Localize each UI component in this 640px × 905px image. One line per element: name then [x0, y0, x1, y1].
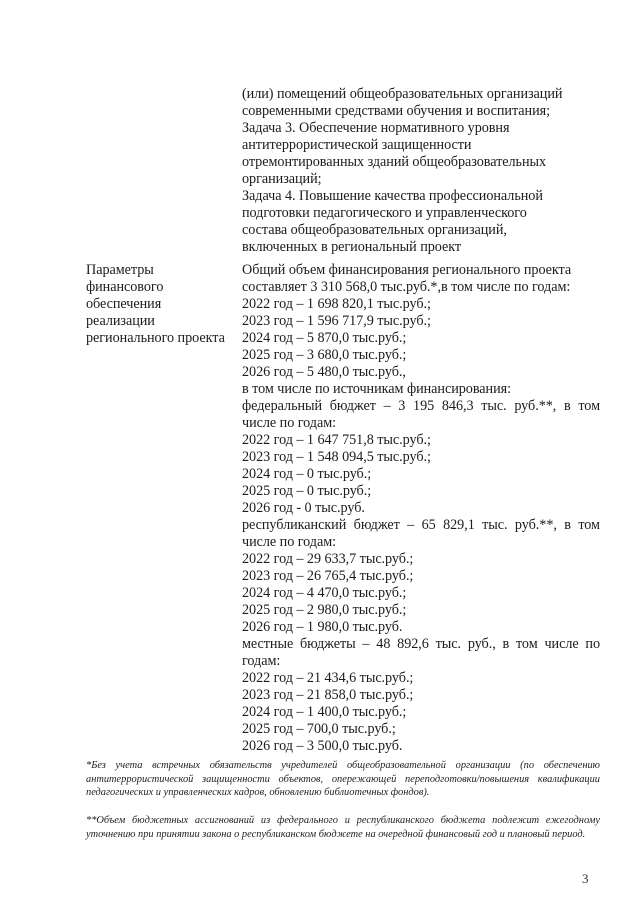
text-line: 2026 год – 5 480,0 тыс.руб., — [242, 364, 406, 380]
footnote-2: **Объем бюджетных ассигнований из федерального и республиканского бюджета подлежит ежегодному уточнению при принятии закона о республиканском бюджете на очередной финансовый год и плановый период. — [86, 815, 600, 840]
label-line: обеспечения — [86, 296, 162, 312]
text-line: составляет 3 310 568,0 тыс.руб.*,в том числе по годам: — [242, 279, 571, 295]
text-line: 2024 год – 1 400,0 тыс.руб.; — [242, 704, 407, 720]
text-line: 2025 год – 700,0 тыс.руб.; — [242, 721, 396, 737]
text-line: 2022 год – 21 434,6 тыс.руб.; — [242, 670, 414, 686]
text-line: 2023 год – 1 596 717,9 тыс.руб.; — [242, 313, 431, 329]
text-line: 2025 год – 3 680,0 тыс.руб.; — [242, 347, 407, 363]
label-line: финансового — [86, 279, 164, 295]
text-line: современными средствами обучения и воспитания; — [242, 103, 550, 119]
text-line: 2022 год – 29 633,7 тыс.руб.; — [242, 551, 414, 567]
text-line: 2026 год – 1 980,0 тыс.руб. — [242, 619, 403, 635]
text-line: Задача 3. Обеспечение нормативного уровня — [242, 120, 510, 136]
text-line: 2024 год – 4 470,0 тыс.руб.; — [242, 585, 407, 601]
text-line: 2023 год – 21 858,0 тыс.руб.; — [242, 687, 414, 703]
text-line: 2023 год – 26 765,4 тыс.руб.; — [242, 568, 414, 584]
text-line: включенных в региональный проект — [242, 239, 462, 255]
text-line: антитеррористической защищенности — [242, 137, 472, 153]
text-line: годам: — [242, 653, 281, 669]
text-line: 2023 год – 1 548 094,5 тыс.руб.; — [242, 449, 431, 465]
text-line: 2024 год – 5 870,0 тыс.руб.; — [242, 330, 407, 346]
text-line: республиканский бюджет – 65 829,1 тыс. руб.**, в том — [242, 517, 600, 533]
text-line: 2024 год – 0 тыс.руб.; — [242, 466, 372, 482]
text-line: организаций; — [242, 171, 322, 187]
text-line: (или) помещений общеобразовательных организаций — [242, 86, 563, 102]
text-line: 2022 год – 1 698 820,1 тыс.руб.; — [242, 296, 431, 312]
text-line: отремонтированных зданий общеобразовательных — [242, 154, 547, 170]
text-line: числе по годам: — [242, 534, 337, 550]
label-line: регионального проекта — [86, 330, 225, 346]
text-line: местные бюджеты – 48 892,6 тыс. руб., в том числе по — [242, 636, 600, 652]
text-line: 2026 год - 0 тыс.руб. — [242, 500, 365, 516]
text-line: подготовки педагогического и управленческого — [242, 205, 527, 221]
text-line: 2025 год – 0 тыс.руб.; — [242, 483, 372, 499]
text-line: федеральный бюджет – 3 195 846,3 тыс. руб.**, в том — [242, 398, 600, 414]
text-line: числе по годам: — [242, 415, 337, 431]
text-line: состава общеобразовательных организаций, — [242, 222, 507, 238]
text-line: Общий объем финансирования регионального проекта — [242, 262, 572, 278]
label-line: реализации — [86, 313, 155, 329]
text-line: 2025 год – 2 980,0 тыс.руб.; — [242, 602, 407, 618]
page-number: 3 — [582, 871, 589, 886]
text-line: 2026 год – 3 500,0 тыс.руб. — [242, 738, 403, 754]
label-line: Параметры — [86, 262, 154, 278]
text-line: в том числе по источникам финансирования: — [242, 381, 511, 397]
footnote-1: *Без учета встречных обязательств учредителей общеобразовательной организации (по обеспечению антитеррористической защищенности объектов, опережающей переподготовки/повышения квалификации педагогических и управленческих кадров, обновлению библиотечных фондов). — [86, 760, 600, 799]
text-line: 2022 год – 1 647 751,8 тыс.руб.; — [242, 432, 431, 448]
text-line: Задача 4. Повышение качества профессиональной — [242, 188, 543, 204]
